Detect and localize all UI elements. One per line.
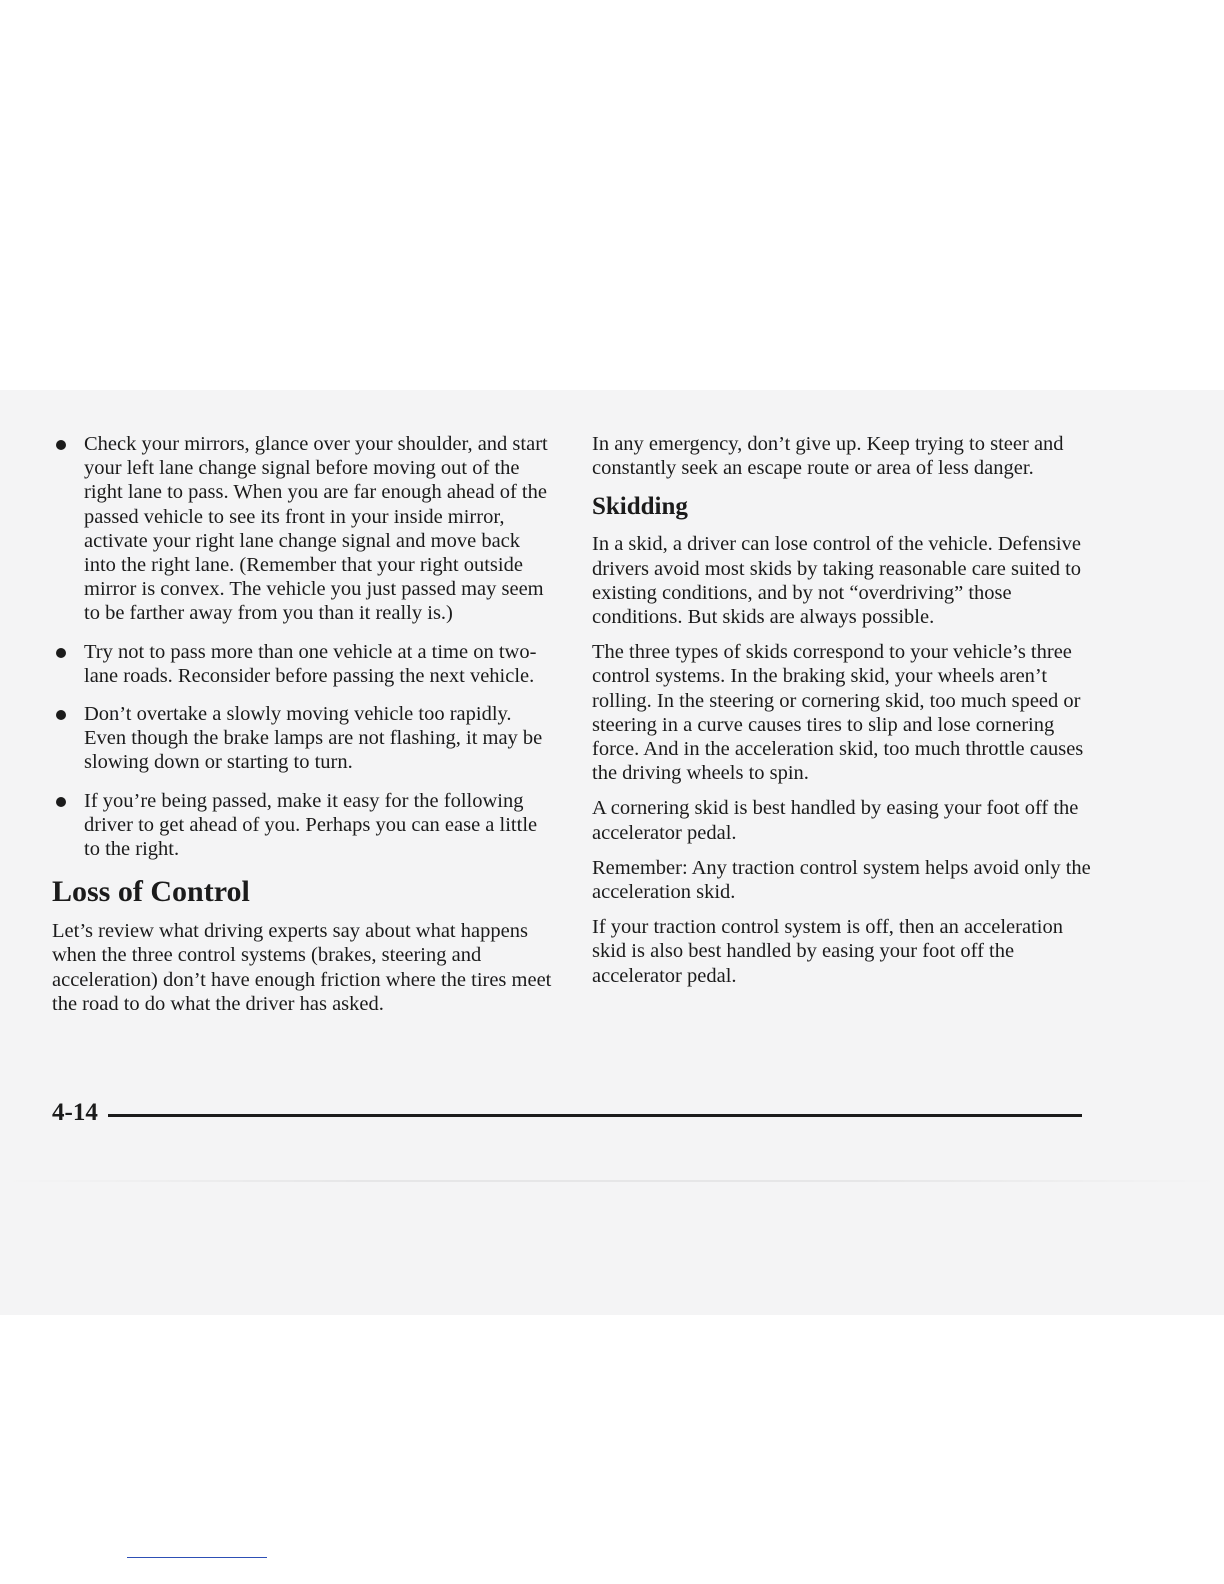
skidding-paragraph: In a skid, a driver can lose control of the vehicle. Defensive drivers avoid most skids by taking reasonable care suited to existing conditions, and by not “overdriving” those conditions. But skids are always possible. xyxy=(592,533,1082,629)
list-item-text: Try not to pass more than one vehicle at a time on two-lane roads. Reconsider before passing the next vehicle. xyxy=(84,640,537,687)
bullet-dot-icon xyxy=(56,648,66,658)
skid-types-paragraph: The three types of skids correspond to your vehicle’s three control systems. In the braking skid, your wheels aren’t rolling. In the steering or cornering skid, too much speed or steering in a curve causes tires to slip and lose cornering force. And in the acceleration skid, too much throttle causes the driving wheels to spin. xyxy=(592,641,1084,785)
bullet-dot-icon xyxy=(56,797,66,807)
traction-control-paragraph: Remember: Any traction control system helps avoid only the acceleration skid. xyxy=(592,856,1091,904)
skidding-heading: Skidding xyxy=(592,493,688,521)
loss-of-control-paragraph: Let’s review what driving experts say about what happens when the three control systems (brakes, steering and acceleration) don’t have enough friction where the tires meet the road to do what the driver has asked. xyxy=(52,920,552,1015)
scan-shadow-line xyxy=(0,1180,1224,1182)
emergency-paragraph: In any emergency, don’t give up. Keep trying to steer and constantly seek an escape route or area of less danger. xyxy=(592,433,1064,480)
bullet-dot-icon xyxy=(56,440,66,450)
passing-tips-list xyxy=(52,432,552,861)
list-item xyxy=(52,702,552,775)
bullet-dot-icon xyxy=(56,710,66,720)
list-item xyxy=(52,432,552,626)
loss-of-control-heading: Loss of Control xyxy=(52,875,250,909)
page-number: 4-14 xyxy=(52,1099,98,1126)
list-item xyxy=(52,789,552,862)
traction-off-paragraph: If your traction control system is off, then an acceleration skid is also best handled by easing your foot off the accelerator pedal. xyxy=(592,916,1063,987)
list-item-text: Check your mirrors, glance over your shoulder, and start your left lane change signal before moving out of the right lane to pass. When you are far enough ahead of the passed vehicle to see its front in your inside mirror, activate your right lane change signal and move back into the right lane. (Remember that your right outside mirror is convex. The vehicle you just passed may seem to be farther away from you than it really is.) xyxy=(84,433,548,625)
link-underline[interactable] xyxy=(127,1557,267,1558)
page-footer xyxy=(52,1096,1082,1130)
footer-rule xyxy=(108,1114,1082,1117)
cornering-skid-paragraph: A cornering skid is best handled by easing your foot off the accelerator pedal. xyxy=(592,797,1079,844)
list-item-text: Don’t overtake a slowly moving vehicle too rapidly. Even though the brake lamps are not flashing, it may be slowing down or starting to turn. xyxy=(84,703,543,774)
list-item xyxy=(52,640,552,688)
left-column xyxy=(52,432,552,1027)
list-item-text: If you’re being passed, make it easy for the following driver to get ahead of you. Perhaps you can ease a little to the right. xyxy=(84,789,538,861)
right-column xyxy=(592,432,1092,999)
